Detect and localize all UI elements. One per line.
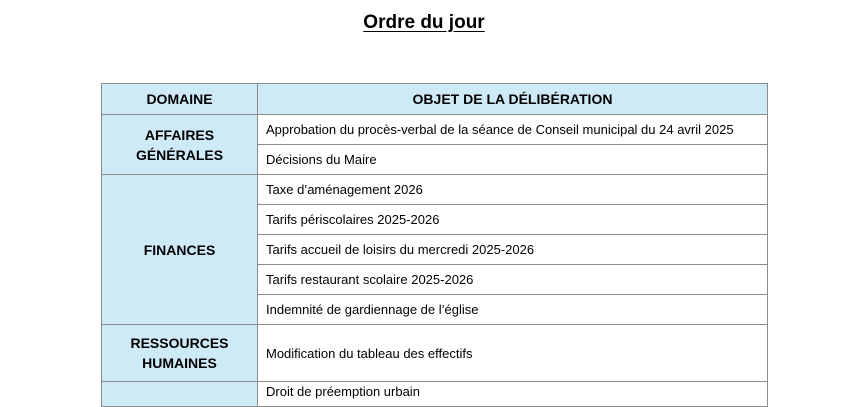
- table-row: [102, 325, 768, 382]
- domain-label-line: HUMAINES: [142, 355, 217, 371]
- table-row: [102, 175, 768, 205]
- domain-label-line: AFFAIRES: [144, 126, 215, 143]
- agenda-table: [101, 83, 768, 407]
- page-title: Ordre du jour: [363, 12, 485, 33]
- domain-cell-affaires-generales: [102, 115, 258, 175]
- agenda-item: Tarifs restaurant scolaire 2025-2026: [258, 265, 768, 295]
- agenda-item: Décisions du Maire: [258, 145, 768, 175]
- table-row: [102, 382, 768, 407]
- domain-cell-cutoff: [102, 382, 258, 407]
- agenda-item: Taxe d’aménagement 2026: [258, 175, 768, 205]
- agenda-item: Tarifs périscolaires 2025-2026: [258, 205, 768, 235]
- domain-label-line: FINANCES: [143, 241, 216, 258]
- agenda-item: Tarifs accueil de loisirs du mercredi 2025-2026: [258, 235, 768, 265]
- agenda-item: Approbation du procès-verbal de la séance de Conseil municipal du 24 avril 2025: [258, 115, 768, 145]
- domain-label-line: RESSOURCES: [130, 335, 229, 351]
- domain-cell-finances: [102, 175, 258, 325]
- agenda-item: Modification du tableau des effectifs: [258, 325, 768, 382]
- table-header-row: [102, 84, 768, 115]
- agenda-item: Droit de préemption urbain: [258, 382, 768, 407]
- agenda-item: Indemnité de gardiennage de l’église: [258, 295, 768, 325]
- column-header-objet: OBJET DE LA DÉLIBÉRATION: [258, 84, 768, 115]
- table-row: [102, 115, 768, 145]
- column-header-domaine: DOMAINE: [102, 84, 258, 115]
- domain-cell-ressources-humaines: [102, 325, 258, 382]
- domain-label-line: GÉNÉRALES: [135, 146, 224, 163]
